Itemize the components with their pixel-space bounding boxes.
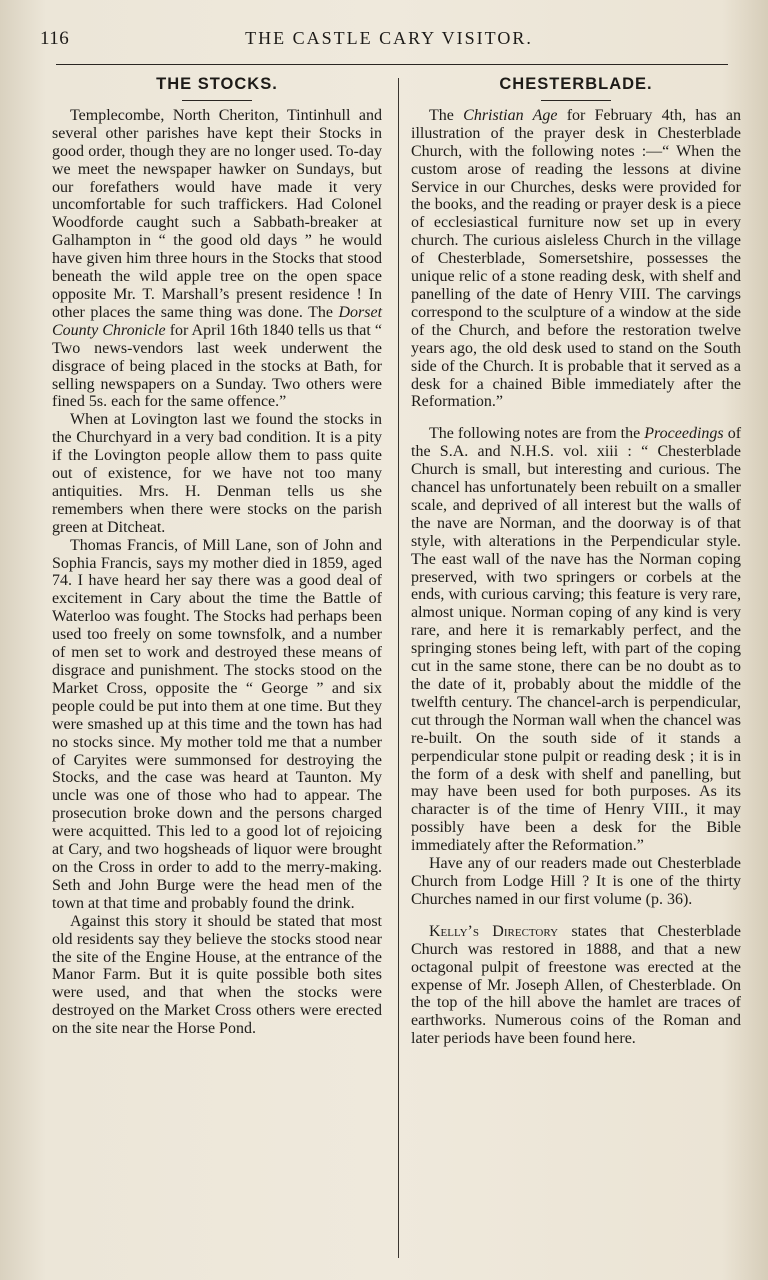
article-title-chesterblade: CHESTERBLADE. [499, 75, 653, 93]
newspaper-title: Dorset County Chronicle [52, 303, 383, 339]
chesterblade-paragraph-2: The following notes are from the Proceedings of the S.A. and N.H.S. vol. xiii : “ Chesterblade Church is small, but interesting and curious. The chancel has unfortunately been rebuilt on a smaller scale, and deprived of all interest but the walls of the nave are Norman, and the doorway is of that style, with alterations in the Perpendicular style. The east wall of the nave has the Norman coping preserved, with two springers or corbels at the ends, with curious carving; this feature is very rare, almost unique. Norman coping of any kind is very rare, and here it is remarkably perfect, and the springing stones being left, with part of the coping cut in the same stone, there can be no doubt as to the date of it, probably about the middle of the twelfth century. The chancel-arch is perpendicular, cut through the Norman wall when the chancel was re-built. On the south side of it stands a perpendicular stone pulpit or reading desk ; it is in the form of a desk with shelf and panelling, but may have been used for both purposes. As its character is of the time of Henry VIII., it may possibly have been a desk for the Bible immediately after the Reformation.” [411, 425, 742, 855]
chesterblade-paragraph-4: Kelly’s Directory states that Chesterblade Church was restored in 1888, and that a new octagonal pulpit of freestone was erected at the expense of Mr. Joseph Allen, of Chesterblade. On the top of the hill above the hamlet are traces of earthworks. Numerous coins of the Roman and later periods have been found here. [411, 922, 741, 1048]
stocks-paragraph-1: Templecombe, North Cheriton, Tintinhull and several other parishes have kept their Stocks in good order, though they are no longer used. To-day we meet the newspaper hawker on Sundays, but our forefathers would have made it very uncomfortable for such traffickers. Had Colonel Woodforde caught such a Sabbath-breaker at Galhampton in “ the good old days ” he would have given him three hours in the Stocks that stood beneath the wild apple tree on the open space opposite Mr. T. Marshall’s present residence ! In other places the same thing was done. The Dorset County Chronicle for April 16th 1840 tells us that “ Two news-vendors last week underwent the disgrace of being placed in the stocks at Bath, for selling newspapers on a Sunday. Two others were fined 5s. each for the same offence.” [52, 106, 383, 411]
stocks-paragraph-4: Against this story it should be stated that most old residents say they believe the stocks stood near the site of the Engine House, at the entrance of the Manor Farm. But it is quite possible both sites were used, and that when the stocks were destroyed on the Market Cross others were erected on the site near the Horse Pond. [52, 912, 382, 1038]
journal-title: THE CASTLE CARY VISITOR. [245, 28, 533, 48]
title-rule [541, 100, 611, 101]
proceedings-title: Proceedings [644, 425, 724, 443]
article-chesterblade [411, 76, 741, 1048]
running-head [40, 28, 738, 52]
page-number: 116 [40, 28, 70, 49]
stocks-paragraph-3: Thomas Francis, of Mill Lane, son of John and Sophia Francis, says my mother died in 1859, aged 74. I have heard her say there was a good deal of excitement in Cary about the time the Battle of Waterloo was fought. The Stocks had perhaps been used too freely on some townsfolk, and a number of men set to work and destroyed these means of disgrace and punishment. The stocks stood on the Market Cross, opposite the “ George ” and six people could be put into them at one time. But they were smashed up at this time and the town has had no stocks since. My mother told me that a number of Caryites were summonsed for destroying the Stocks, and the case was heard at Taunton. My uncle was one of those who had to appear. The prosecution broke down and the persons charged were acquitted. This led to a good lot of rejoicing at Cary, and two hogsheads of liquor were brought on the Cross in order to add to the merry-making. Seth and John Burge were the head men of the town at that time and probably found the drink. [52, 536, 382, 912]
column-divider [398, 78, 399, 1258]
title-rule [182, 100, 252, 101]
stocks-paragraph-2: When at Lovington last we found the stocks in the Churchyard in a very bad condition. It is a pity if the Lovington people allow them to pass quite out of existence, for we have not too many antiquities. Mrs. H. Denman tells us she remembers when there were stocks on the parish green at Ditcheat. [52, 411, 382, 536]
header-rule [56, 64, 728, 65]
article-the-stocks [52, 76, 382, 1038]
directory-title: Kelly’s Directory [429, 922, 559, 940]
publication-title: Christian Age [463, 106, 558, 124]
article-title-stocks: THE STOCKS. [156, 75, 278, 93]
chesterblade-paragraph-3: Have any of our readers made out Chesterblade Church from Lodge Hill ? It is one of the thirty Churches named in our first volume (p. 36). [411, 855, 741, 908]
chesterblade-paragraph-1: The Christian Age for February 4th, has an illustration of the prayer desk in Chesterblade Church, with the following notes :—“ When the custom arose of reading the lessons at divine Service in our Churches, desks were provided for the books, and the reading or prayer desk is a piece of ecclesiastical furniture now set up in every church. The curious aisleless Church in the village of Chesterblade, Somersetshire, possesses the unique relic of a stone reading desk, with shelf and panelling of the date of Henry VIII. The carvings correspond to the sculpture of a window at the side of the Church, and before the restoration twelve years ago, the old desk used to stand on the South side of the Church. It is probable that it served as a desk for a chained Bible immediately after the Reformation.” [411, 106, 742, 411]
